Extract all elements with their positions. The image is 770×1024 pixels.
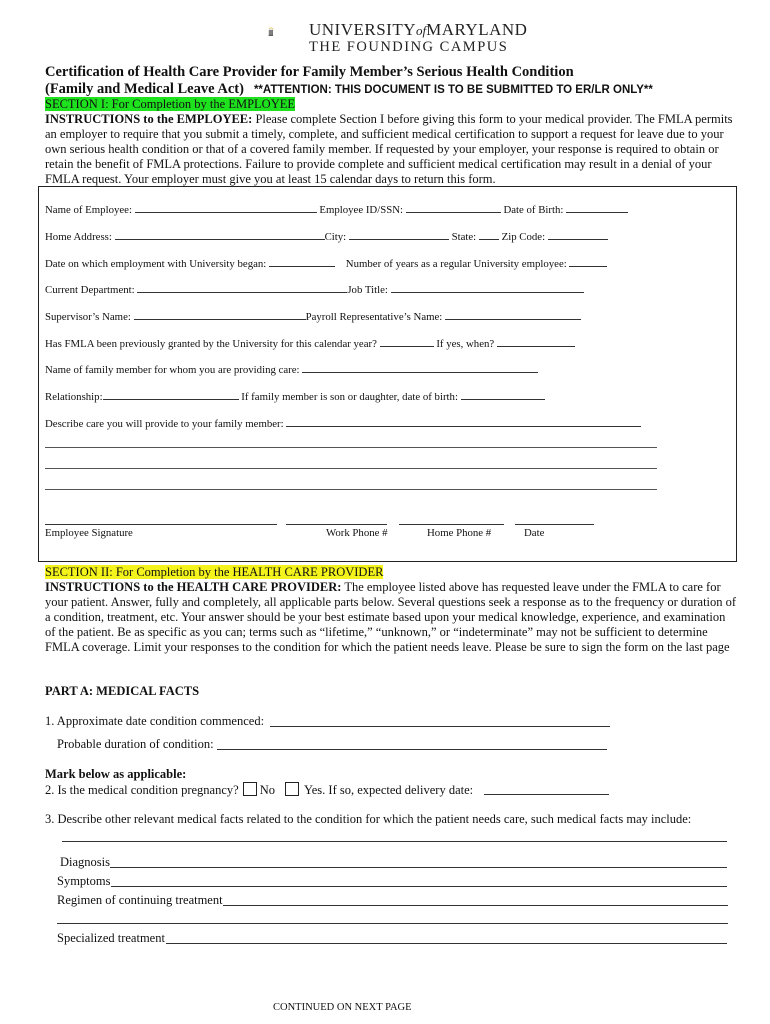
q1b-label: Probable duration of condition: <box>57 737 214 751</box>
employee-name-field[interactable] <box>135 202 317 213</box>
zip-field[interactable] <box>548 229 608 240</box>
row-describe-care: Describe care you will provide to your family member: <box>45 416 641 430</box>
section1-heading: SECTION I: For Completion by the EMPLOYEE <box>45 97 295 111</box>
mark-applicable-label: Mark below as applicable: <box>45 767 187 781</box>
q2-row: 2. Is the medical condition pregnancy? No Yes. If so, expected delivery date: <box>45 783 474 797</box>
row-address: Home Address: City: State: Zip Code: <box>45 229 608 243</box>
logo-university-name: UNIVERSITYofMARYLAND <box>309 20 528 39</box>
fmla-when-field[interactable] <box>497 336 575 347</box>
job-title-field[interactable] <box>391 282 584 293</box>
university-logo <box>268 2 308 62</box>
row-supervisor: Supervisor’s Name: Payroll Representative’s Name: <box>45 309 581 323</box>
relationship-field[interactable] <box>103 389 239 400</box>
date-label: Date <box>524 527 545 539</box>
diagnosis-field[interactable] <box>110 867 727 868</box>
section1-instructions: INSTRUCTIONS to the EMPLOYEE: Please complete Section I before giving this form to your medical provider. The FMLA permits an employer to require that you submit a timely, complete, and sufficient medical certification to support a request for leave due to your own serious health condition or that of a covered family member. If requested by your employer, your response is required to obtain or retain the benefit of FMLA protections. Failure to provide complete and sufficient medical certification may result in a denial of your FMLA request. Your employer must give you at least 15 calendar days to return this form. <box>45 112 733 186</box>
home-address-field[interactable] <box>115 229 325 240</box>
home-phone-line[interactable] <box>399 524 504 525</box>
q1-label: 1. Approximate date condition commenced: <box>45 714 265 728</box>
symptoms-field[interactable] <box>111 886 727 887</box>
continued-footer: CONTINUED ON NEXT PAGE <box>273 1002 412 1013</box>
attention-notice: **ATTENTION: THIS DOCUMENT IS TO BE SUBMITTED TO ER/LR ONLY** <box>253 84 653 96</box>
regimen-field[interactable] <box>223 905 728 906</box>
form-subtitle: (Family and Medical Leave Act) **ATTENTION: THIS DOCUMENT IS TO BE SUBMITTED TO ER/LR ONLY** <box>45 81 653 97</box>
supervisor-field[interactable] <box>134 309 306 320</box>
payroll-rep-field[interactable] <box>445 309 581 320</box>
employee-signature-line[interactable] <box>45 524 277 525</box>
section2-instructions: INSTRUCTIONS to the HEALTH CARE PROVIDER: The employee listed above has requested leave under the FMLA to care for your patient. Answer, fully and completely, all applicable parts below. Several questions seek a response as to the frequency or duration of a condition, treatment, etc. Your answer should be your best estimate based upon your medical knowledge, experience, and examination of the patient. Be as specific as you can; terms such as “lifetime,” “unknown,” or “indeterminate” may not be sufficient to determine FMLA coverage. Limit your responses to the condition for which the patient needs leave. Please be sure to sign the form on the last page <box>45 580 737 654</box>
employment-date-field[interactable] <box>269 256 335 267</box>
section2-heading: SECTION II: For Completion by the HEALTH CARE PROVIDER <box>45 565 384 579</box>
work-phone-label: Work Phone # <box>326 527 388 539</box>
delivery-date-field[interactable] <box>484 794 609 795</box>
q1-field[interactable] <box>270 726 610 727</box>
regimen-label: Regimen of continuing treatment <box>57 893 223 907</box>
row-name: Name of Employee: Employee ID/SSN: Date of Birth: <box>45 202 628 216</box>
row-relationship: Relationship: If family member is son or daughter, date of birth: <box>45 389 545 403</box>
specialized-field[interactable] <box>166 943 727 944</box>
describe-care-line-4[interactable] <box>45 489 657 490</box>
part-a-heading: PART A: MEDICAL FACTS <box>45 684 200 698</box>
describe-care-line-3[interactable] <box>45 468 657 469</box>
work-phone-line[interactable] <box>286 524 387 525</box>
symptoms-label: Symptoms <box>57 874 111 888</box>
specialized-label: Specialized treatment <box>57 931 165 945</box>
q3-line-1[interactable] <box>62 841 727 842</box>
logo-subtitle: THE FOUNDING CAMPUS <box>309 39 509 55</box>
years-field[interactable] <box>569 256 607 267</box>
row-employment: Date on which employment with University began: Number of years as a regular University employee: <box>45 256 607 270</box>
diagnosis-label: Diagnosis <box>60 855 110 869</box>
row-department: Current Department: Job Title: <box>45 282 584 296</box>
fmla-previous-field[interactable] <box>380 336 434 347</box>
state-field[interactable] <box>479 229 499 240</box>
describe-care-field[interactable] <box>286 416 641 427</box>
regimen-line-2[interactable] <box>57 923 728 924</box>
row-fmla-previous: Has FMLA been previously granted by the University for this calendar year? If yes, when? <box>45 336 575 350</box>
department-field[interactable] <box>137 282 347 293</box>
form-title: Certification of Health Care Provider for Family Member’s Serious Health Condition <box>45 64 574 80</box>
employee-id-field[interactable] <box>406 202 501 213</box>
family-member-field[interactable] <box>302 362 538 373</box>
date-line[interactable] <box>515 524 594 525</box>
home-phone-label: Home Phone # <box>427 527 492 539</box>
employee-signature-label: Employee Signature <box>45 527 133 539</box>
child-dob-field[interactable] <box>461 389 545 400</box>
q3-label: 3. Describe other relevant medical facts related to the condition for which the patient needs care, such medical facts may include: <box>45 812 692 826</box>
pregnancy-yes-checkbox[interactable] <box>285 782 299 796</box>
q1b-field[interactable] <box>217 749 607 750</box>
city-field[interactable] <box>349 229 449 240</box>
dob-field[interactable] <box>566 202 628 213</box>
row-family-member: Name of family member for whom you are providing care: <box>45 362 538 376</box>
describe-care-line-2[interactable] <box>45 447 657 448</box>
pregnancy-no-checkbox[interactable] <box>243 782 257 796</box>
